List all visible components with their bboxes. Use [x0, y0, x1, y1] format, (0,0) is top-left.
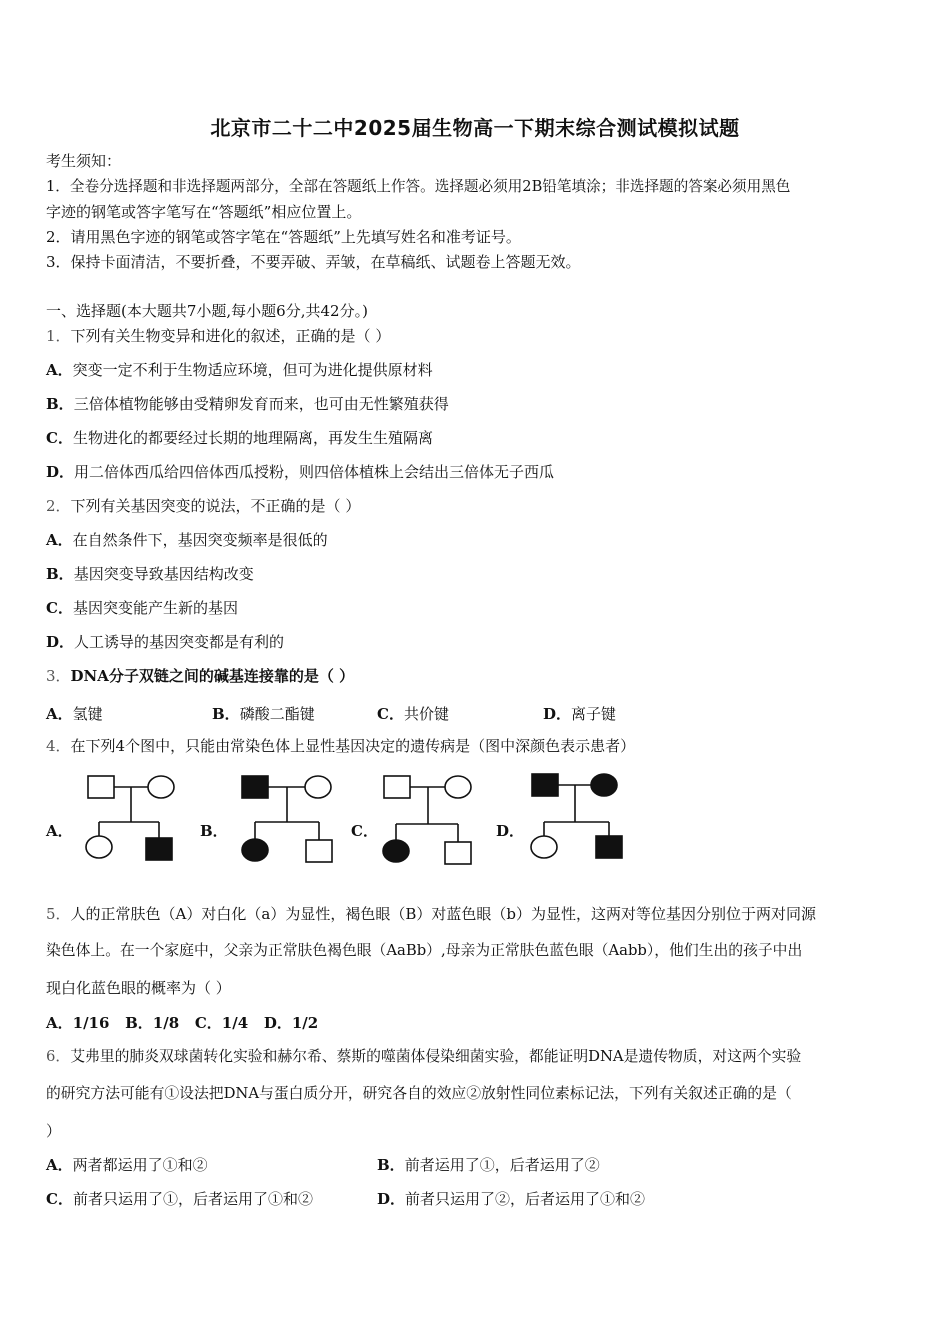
option-label: D． — [377, 1190, 406, 1208]
q5-option-c — [195, 1014, 248, 1032]
question-number: 4． — [46, 737, 71, 755]
option-label: C． — [377, 705, 404, 723]
notice-item-2: 2．请用黑色字迹的钢笔或答字笔在“答题纸”上先填写姓名和准考证号。 — [46, 228, 521, 246]
mother-normal — [148, 776, 174, 798]
option-label: B． — [125, 1014, 153, 1032]
question-1 — [46, 326, 390, 346]
q5-option-b — [125, 1014, 179, 1032]
question-number: 1． — [46, 327, 71, 345]
question-stem: 在下列4个图中，只能由常染色体上显性基因决定的遗传病是（图中深颜色表示患者） — [70, 737, 636, 755]
option-text: 共价键 — [403, 705, 449, 723]
question-stem-line-1: 艾弗里的肺炎双球菌转化实验和赫尔希、蔡斯的噬菌体侵染细菌实验，都能证明DNA是遗传物质，对这两个实验 — [70, 1048, 802, 1065]
section-heading: 一、选择题(本大题共7小题,每小题6分,共42分。) — [46, 302, 368, 320]
pedigree-label-b: B． — [200, 822, 228, 840]
daughter-normal — [531, 836, 557, 858]
question-stem-line-1: 人的正常肤色（A）对白化（a）为显性，褐色眼（B）对蓝色眼（b）为显性，这两对等位基因分别位于两对同源 — [70, 905, 816, 923]
question-stem: DNA分子双链之间的碱基连接靠的是（ ） — [70, 667, 355, 685]
option-text: 氢键 — [72, 705, 103, 723]
q1-option-c — [46, 428, 433, 448]
q5-options — [46, 1013, 318, 1033]
option-text: 用二倍体西瓜给四倍体西瓜授粉，则四倍体植株上会结出三倍体无子西瓜 — [74, 463, 555, 481]
q3-option-b — [212, 703, 315, 724]
page-title: 北京市二十二中2025届生物高一下期末综合测试模拟试题 — [210, 116, 740, 140]
option-text: 1/2 — [291, 1014, 319, 1032]
question-6-line-3: ） — [46, 1122, 62, 1140]
option-text: 在自然条件下，基因突变频率是很低的 — [72, 531, 328, 549]
father-affected — [242, 776, 268, 798]
option-label: A． — [46, 1156, 73, 1174]
pedigree-d — [522, 768, 632, 863]
option-label: B． — [46, 395, 74, 413]
notice-item-1-cont: 字迹的钢笔或答字笔写在“答题纸”相应位置上。 — [46, 203, 362, 221]
option-text: 基因突变能产生新的基因 — [72, 599, 238, 617]
daughter-normal — [86, 836, 112, 858]
pedigree-c — [374, 770, 484, 865]
notice-heading: 考生须知： — [46, 152, 122, 170]
option-text: 前者运用了①，后者运用了② — [404, 1156, 600, 1174]
notice-item-1: 1．全卷分选择题和非选择题两部分，全部在答题纸上作答。选择题必须用2B铅笔填涂；非选择题的答案必须用黑色 — [46, 178, 791, 195]
q2-option-b — [46, 564, 254, 584]
q1-option-a — [46, 360, 433, 380]
son-normal — [445, 842, 471, 864]
pedigree-label-a: A． — [46, 822, 73, 840]
option-label: C． — [46, 599, 73, 617]
option-text: 生物进化的都要经过长期的地理隔离，再发生生殖隔离 — [72, 429, 433, 447]
mother-affected — [591, 774, 617, 796]
option-label: B． — [212, 705, 240, 723]
question-number: 5． — [46, 905, 71, 923]
option-text: 前者只运用了②，后者运用了①和② — [405, 1190, 646, 1208]
option-text: 基因突变导致基因结构改变 — [73, 565, 254, 583]
pedigree-b — [234, 770, 344, 865]
q6-option-c — [46, 1189, 313, 1209]
option-label: A． — [46, 1014, 73, 1032]
mother-normal — [305, 776, 331, 798]
son-affected — [596, 836, 622, 858]
option-label: A． — [46, 531, 73, 549]
daughter-affected — [383, 840, 409, 862]
q2-option-a — [46, 530, 328, 550]
father-affected — [532, 774, 558, 796]
question-stem: 下列有关基因突变的说法，不正确的是（ ） — [70, 497, 361, 515]
question-6 — [46, 1047, 801, 1067]
option-text: 前者只运用了①，后者运用了①和② — [72, 1190, 313, 1208]
option-text: 人工诱导的基因突变都是有利的 — [74, 633, 285, 651]
q3-option-c — [377, 703, 449, 724]
pedigree-a — [80, 770, 180, 865]
q6-option-b — [377, 1155, 600, 1175]
option-label: D． — [46, 463, 75, 481]
q1-option-b — [46, 394, 449, 414]
q3-option-a — [46, 703, 103, 724]
question-number: 2． — [46, 497, 71, 515]
option-text: 突变一定不利于生物适应环境，但可为进化提供原材料 — [72, 361, 433, 379]
option-label: A． — [46, 705, 73, 723]
question-6-line-2: 的研究方法可能有①设法把DNA与蛋白质分开，研究各自的效应②放射性同位素标记法，下列有关叙述正确的是（ — [46, 1085, 792, 1102]
question-number: 6． — [46, 1048, 71, 1065]
mother-normal — [445, 776, 471, 798]
q1-option-d — [46, 462, 554, 482]
option-label: B． — [377, 1156, 405, 1174]
notice-item-3: 3．保持卡面清洁，不要折叠，不要弄破、弄皱，在草稿纸、试题卷上答题无效。 — [46, 253, 581, 271]
question-5-line-2: 染色体上。在一个家庭中，父亲为正常肤色褐色眼（AaBb）,母亲为正常肤色蓝色眼（Aabb），他们生出的孩子中出 — [46, 942, 803, 959]
q6-option-d — [377, 1189, 645, 1209]
option-label: B． — [46, 565, 74, 583]
question-4 — [46, 736, 635, 756]
son-normal — [306, 840, 332, 862]
question-5 — [46, 904, 816, 924]
option-text: 两者都运用了①和② — [72, 1156, 208, 1174]
option-label: D． — [543, 705, 572, 723]
question-3 — [46, 666, 354, 686]
q2-option-c — [46, 598, 238, 618]
q3-option-d — [543, 703, 616, 724]
option-text: 磷酸二酯键 — [239, 705, 315, 723]
q5-option-d — [264, 1014, 318, 1032]
option-text: 1/4 — [221, 1014, 249, 1032]
question-2 — [46, 496, 360, 516]
son-affected — [146, 838, 172, 860]
option-label: A． — [46, 361, 73, 379]
option-label: C． — [46, 1190, 73, 1208]
option-text: 三倍体植物能够由受精卵发育而来，也可由无性繁殖获得 — [73, 395, 449, 413]
question-5-line-3: 现白化蓝色眼的概率为（ ） — [46, 979, 231, 997]
question-stem: 下列有关生物变异和进化的叙述，正确的是（ ） — [70, 327, 391, 345]
option-label: D． — [263, 1014, 292, 1032]
option-text: 1/16 — [72, 1014, 110, 1032]
q5-option-a — [46, 1014, 109, 1032]
father-normal — [88, 776, 114, 798]
daughter-affected — [242, 839, 268, 861]
option-text: 1/8 — [152, 1014, 180, 1032]
q2-option-d — [46, 632, 284, 652]
pedigree-label-c: C． — [351, 822, 378, 840]
option-text: 离子键 — [571, 705, 617, 723]
question-number: 3． — [46, 667, 71, 685]
q6-option-a — [46, 1155, 208, 1175]
pedigree-label-d: D． — [496, 822, 525, 840]
option-label: C． — [194, 1014, 222, 1032]
option-label: D． — [46, 633, 75, 651]
option-label: C． — [46, 429, 73, 447]
father-normal — [384, 776, 410, 798]
